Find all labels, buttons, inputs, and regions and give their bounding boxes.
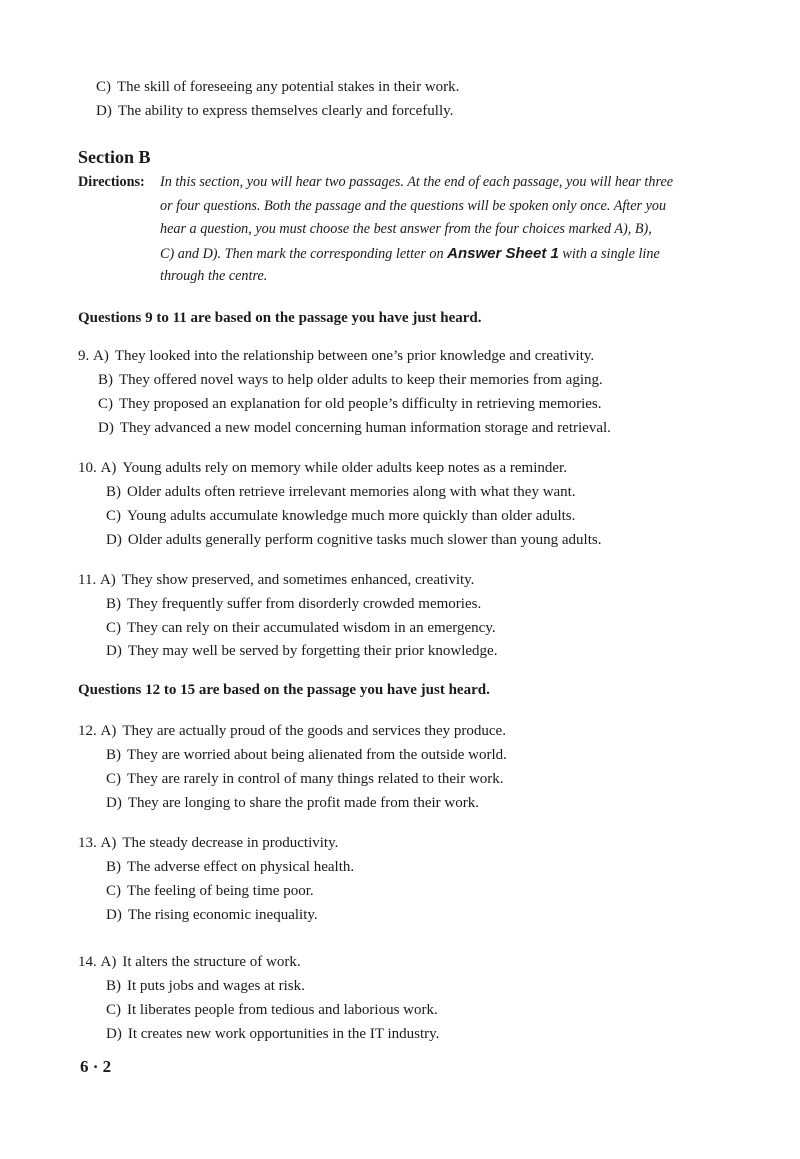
option-text: Young adults rely on memory while older adults keep notes as a reminder. (122, 460, 567, 476)
directions-line (160, 242, 660, 267)
option-letter: B) (106, 596, 121, 612)
directions-text: C) and D). Then mark the corresponding letter on (160, 245, 448, 262)
option-letter: D) (106, 643, 122, 659)
option-text: They proposed an explanation for old people’s difficulty in retrieving memories. (119, 396, 602, 412)
question-group-header: Questions 12 to 15 are based on the passage you have just heard. (78, 682, 490, 698)
question-number: 11. (78, 572, 97, 588)
option-letter: C) (106, 508, 121, 524)
option-line (96, 101, 453, 121)
option-letter: D) (106, 532, 122, 548)
option-text: It creates new work opportunities in the IT industry. (127, 1026, 440, 1042)
option-letter: C) (106, 771, 121, 787)
option-text: It puts jobs and wages at risk. (127, 978, 305, 994)
question-option (78, 833, 338, 853)
question-option (106, 745, 507, 765)
option-letter: C) (98, 396, 113, 412)
option-text: The steady decrease in productivity. (122, 835, 339, 851)
option-letter: D) (96, 103, 112, 119)
option-text: They offered novel ways to help older adults to keep their memories from aging. (119, 372, 603, 388)
question-option (98, 370, 603, 390)
option-letter: D) (106, 907, 122, 923)
option-text: Young adults accumulate knowledge much more quickly than older adults. (127, 508, 576, 524)
option-letter: A) (100, 954, 117, 970)
option-line (96, 77, 459, 97)
option-letter: D) (106, 795, 122, 811)
question-option (98, 418, 611, 438)
option-text: It liberates people from tedious and laborious work. (127, 1002, 438, 1018)
answer-sheet-label: Answer Sheet 1 (447, 244, 559, 262)
option-letter: C) (96, 79, 111, 95)
directions-line: hear a question, you must choose the best answer from the four choices marked A), B), (160, 221, 652, 237)
option-text: The adverse effect on physical health. (127, 859, 355, 875)
question-option (106, 976, 305, 996)
question-number: 12. (78, 723, 97, 739)
option-letter: C) (106, 1002, 121, 1018)
question-option (106, 881, 314, 901)
directions-line: In this section, you will hear two passages. At the end of each passage, you will hear three (160, 174, 674, 190)
option-letter: D) (98, 420, 114, 436)
question-number: 10. (78, 460, 97, 476)
question-option (78, 952, 301, 972)
option-letter: A) (99, 572, 116, 588)
question-option (78, 570, 474, 590)
option-text: They are actually proud of the goods and services they produce. (122, 723, 506, 739)
option-letter: A) (100, 835, 117, 851)
option-letter: B) (106, 484, 121, 500)
directions-label: Directions: (78, 174, 145, 190)
question-option (98, 394, 602, 414)
option-text: They show preserved, and sometimes enhanced, creativity. (121, 572, 475, 588)
option-text: Older adults often retrieve irrelevant memories along with what they want. (127, 484, 576, 500)
option-text: Older adults generally perform cognitive tasks much slower than young adults. (127, 532, 602, 548)
option-text: They can rely on their accumulated wisdom in an emergency. (127, 620, 496, 636)
option-letter: D) (106, 1026, 122, 1042)
question-number: 14. (78, 954, 97, 970)
question-option (106, 506, 575, 526)
question-option (78, 346, 594, 366)
question-option (106, 769, 504, 789)
option-letter: A) (93, 348, 109, 364)
question-option (106, 594, 481, 614)
option-text: They are worried about being alienated from the outside world. (127, 747, 507, 763)
option-letter: C) (106, 620, 121, 636)
option-letter: A) (100, 460, 117, 476)
page-number: 6 · 2 (80, 1057, 112, 1076)
option-text: They are rarely in control of many things related to their work. (127, 771, 504, 787)
question-option (78, 721, 506, 741)
option-text: They may well be served by forgetting their prior knowledge. (127, 643, 498, 659)
directions-text: with a single line (558, 245, 660, 262)
option-letter: A) (100, 723, 117, 739)
question-option (106, 793, 479, 813)
question-option (106, 905, 318, 925)
question-option (106, 857, 354, 877)
question-number: 13. (78, 835, 97, 851)
option-text: The skill of foreseeing any potential stakes in their work. (117, 79, 460, 95)
question-option (106, 1000, 438, 1020)
option-letter: B) (98, 372, 113, 388)
option-letter: C) (106, 883, 121, 899)
option-text: It alters the structure of work. (122, 954, 301, 970)
directions-line: through the centre. (160, 268, 268, 284)
option-text: They frequently suffer from disorderly crowded memories. (127, 596, 482, 612)
option-text: They advanced a new model concerning human information storage and retrieval. (119, 420, 611, 436)
option-text: The feeling of being time poor. (127, 883, 314, 899)
option-text: The ability to express themselves clearly and forcefully. (117, 103, 454, 119)
question-option (106, 618, 496, 638)
option-letter: B) (106, 747, 121, 763)
option-text: The rising economic inequality. (127, 907, 318, 923)
question-option (78, 458, 567, 478)
question-option (106, 1024, 439, 1044)
option-letter: B) (106, 978, 121, 994)
directions-line: or four questions. Both the passage and the questions will be spoken only once. After you (160, 197, 667, 214)
option-letter: B) (106, 859, 121, 875)
question-number: 9. (78, 348, 90, 364)
question-option (106, 641, 497, 661)
option-text: They are longing to share the profit made from their work. (127, 795, 479, 811)
section-title: Section B (78, 147, 151, 167)
question-option (106, 530, 601, 550)
option-text: They looked into the relationship between one’s prior knowledge and creativity. (114, 348, 595, 364)
question-group-header: Questions 9 to 11 are based on the passage you have just heard. (78, 310, 482, 326)
question-option (106, 482, 576, 502)
